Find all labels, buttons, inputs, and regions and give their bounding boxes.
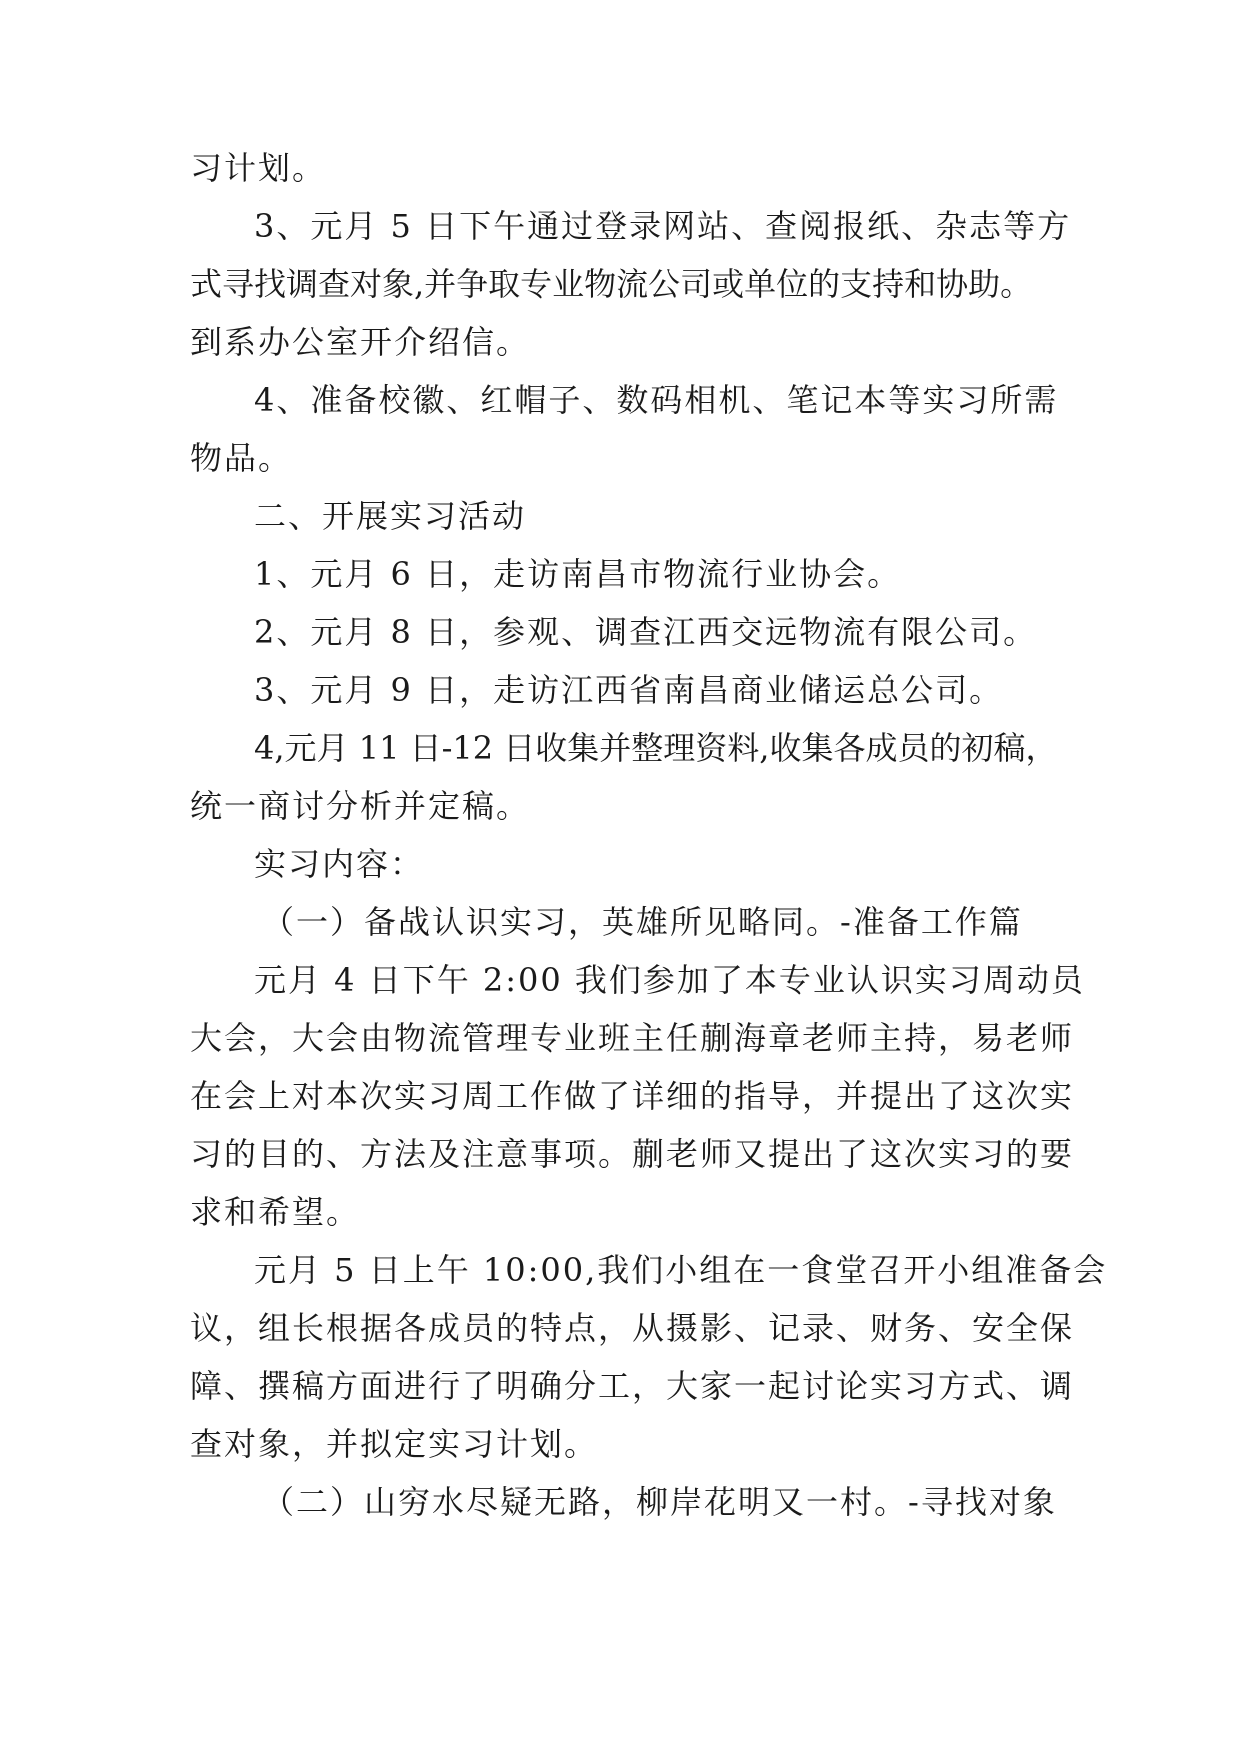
text-line: 习计划。 bbox=[190, 149, 327, 187]
section-heading: 二、开展实习活动 bbox=[254, 497, 527, 535]
text-line: 障、撰稿方面进行了明确分工，大家一起讨论实习方式、调 bbox=[190, 1367, 1075, 1405]
text-line: 查对象，并拟定实习计划。 bbox=[190, 1425, 599, 1463]
text-line: 到系办公室开介绍信。 bbox=[190, 323, 531, 361]
text-line: 3、元月 9 日，走访江西省南昌商业储运总公司。 bbox=[254, 671, 1004, 709]
subsection-heading: （二）山穷水尽疑无路，柳岸花明又一村。-寻找对象 bbox=[262, 1483, 1057, 1521]
text-line: 大会，大会由物流管理专业班主任蒯海章老师主持，易老师 bbox=[190, 1019, 1075, 1057]
text-line: 元月 4 日下午 2:00 我们参加了本专业认识实习周动员 bbox=[254, 961, 1085, 999]
text-line: 2、元月 8 日，参观、调查江西交远物流有限公司。 bbox=[254, 613, 1038, 651]
text-line: 4,元月 11 日-12 日收集并整理资料,收集各成员的初稿， bbox=[254, 729, 1058, 767]
text-line: 物品。 bbox=[190, 439, 293, 477]
text-line: 求和希望。 bbox=[190, 1193, 361, 1231]
text-line: 统一商讨分析并定稿。 bbox=[190, 787, 531, 825]
text-line: 1、元月 6 日，走访南昌市物流行业协会。 bbox=[254, 555, 902, 593]
text-line: 4、准备校徽、红帽子、数码相机、笔记本等实习所需 bbox=[254, 381, 1059, 419]
text-line: 在会上对本次实习周工作做了详细的指导，并提出了这次实 bbox=[190, 1077, 1075, 1115]
text-line: 元月 5 日上午 10:00,我们小组在一食堂召开小组准备会 bbox=[254, 1251, 1108, 1289]
text-line: 习的目的、方法及注意事项。蒯老师又提出了这次实习的要 bbox=[190, 1135, 1075, 1173]
text-line: 3、元月 5 日下午通过登录网站、查阅报纸、杂志等方 bbox=[254, 207, 1072, 245]
text-line: 式寻找调查对象,并争取专业物流公司或单位的支持和协助。 bbox=[190, 265, 1033, 303]
section-heading: 实习内容： bbox=[254, 845, 425, 883]
text-line: 议，组长根据各成员的特点，从摄影、记录、财务、安全保 bbox=[190, 1309, 1075, 1347]
subsection-heading: （一）备战认识实习，英雄所见略同。-准备工作篇 bbox=[262, 903, 1023, 941]
